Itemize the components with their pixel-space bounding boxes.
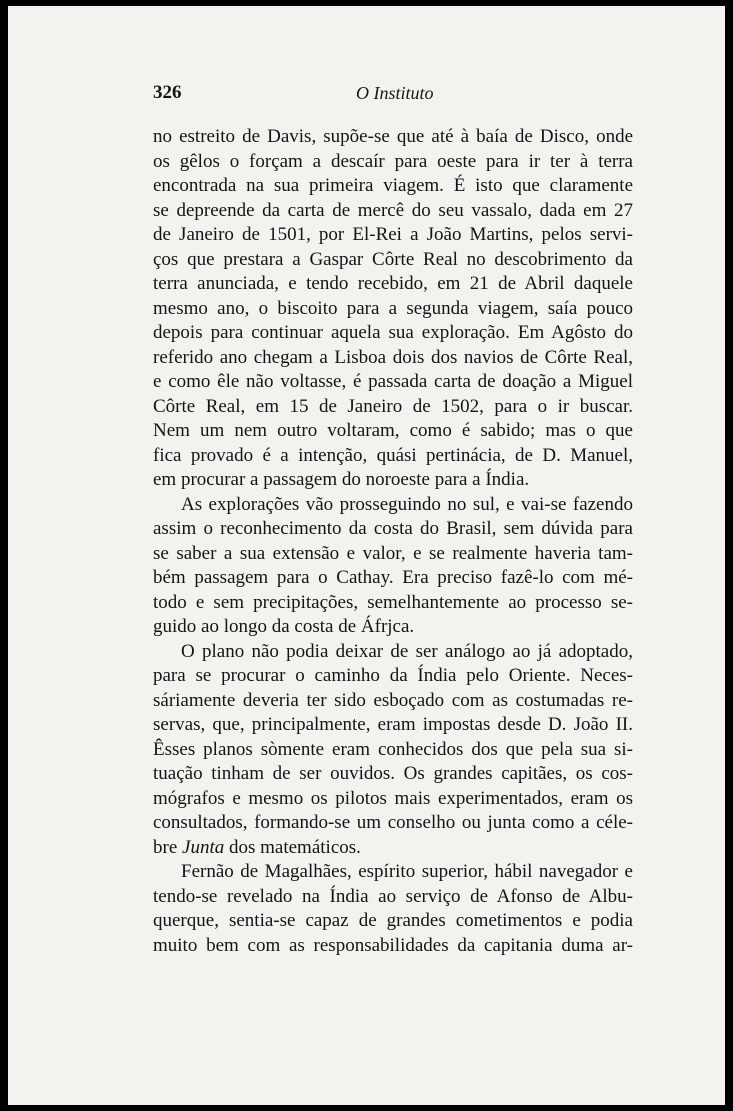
paragraph-3 — [153, 640, 633, 861]
text-line: para se procurar o caminho da Índia pelo Oriente. Neces- — [153, 665, 633, 686]
text-fragment: dos matemáticos. — [224, 836, 361, 858]
text-line: e como êle não voltasse, é passada carta de doação a Miguel — [153, 371, 633, 392]
text-line: Êsses planos sòmente eram conhecidos dos que pela sua si- — [153, 738, 633, 760]
text-line: mesmo ano, o biscoito para a segunda viagem, saía pouco — [153, 297, 633, 319]
text-line: sáriamente deveria ter sido esboçado com as costumadas re- — [153, 689, 633, 711]
text-line: assim o reconhecimento da costa do Brasil, sem dúvida para — [153, 518, 633, 539]
text-line: depois para continuar aquela sua exploração. Em Agôsto do — [153, 322, 633, 343]
paragraph-4 — [153, 860, 633, 958]
text-line: O plano não podia deixar de ser análogo ao já adoptado, — [181, 640, 633, 662]
text-fragment: bre — [153, 836, 183, 858]
text-line: Côrte Real, em 15 de Janeiro de 1502, para o ir buscar. — [153, 395, 633, 417]
paragraph-2 — [153, 493, 633, 640]
text-line: guido ao longo da costa de Áfrjca. — [153, 616, 415, 637]
paragraph-1 — [153, 125, 633, 493]
text-line: querque, sentia-se capaz de grandes cometimentos e podia — [153, 910, 633, 931]
text-line: se saber a sua extensão e valor, e se realmente haveria tam- — [153, 542, 633, 564]
text-line: mógrafos e mesmo os pilotos mais experimentados, eram os — [153, 787, 633, 809]
text-line: se depreende da carta de mercê do seu vassalo, dada em 27 — [153, 199, 633, 221]
text-line: de Janeiro de 1501, por El-Rei a João Martins, pelos servi- — [153, 224, 633, 245]
text-line: no estreito de Davis, supõe-se que até à baía de Disco, onde — [153, 126, 633, 147]
book-page — [8, 6, 725, 1105]
page-number: 326 — [153, 82, 182, 103]
text-line: Fernão de Magalhães, espírito superior, hábil navegador e — [181, 861, 633, 882]
text-line: ços que prestara a Gaspar Côrte Real no descobrimento da — [153, 248, 633, 270]
text-line: Nem um nem outro voltaram, como é sabido; mas o que — [153, 420, 633, 441]
text-line — [153, 836, 633, 861]
text-line: As explorações vão prosseguindo no sul, e vai-se fazendo — [181, 493, 633, 515]
running-head — [153, 82, 633, 108]
text-line: tuação tinham de ser ouvidos. Os grandes capitães, os cos- — [153, 763, 633, 784]
text-line: consultados, formando-se um conselho ou junta como a céle- — [153, 812, 633, 833]
emphasized-term: Junta — [182, 836, 225, 858]
text-line: os gêlos o forçam a descaír para oeste para ir ter à terra — [153, 150, 633, 172]
text-line: bém passagem para o Cathay. Era preciso fazê-lo com mé- — [153, 567, 633, 588]
body-text — [153, 125, 633, 958]
text-line: fica provado é a intenção, quási pertinácia, de D. Manuel, — [153, 444, 633, 466]
text-line: muito bem com as responsabilidades da capitania duma ar- — [153, 934, 633, 956]
text-line: servas, que, principalmente, eram impostas desde D. João II. — [153, 714, 633, 735]
journal-title: O Instituto — [356, 83, 434, 103]
text-line: referido ano chegam a Lisboa dois dos navios de Côrte Real, — [153, 346, 633, 368]
text-line: terra anunciada, e tendo recebido, em 21 de Abril daquele — [153, 273, 633, 294]
text-line: em procurar a passagem do noroeste para a Índia. — [153, 469, 530, 490]
text-line: tendo-se revelado na Índia ao serviço de Afonso de Albu- — [153, 885, 633, 907]
text-line: encontrada na sua primeira viagem. É isto que claramente — [153, 175, 633, 196]
text-line: todo e sem precipitações, semelhantemente ao processo se- — [153, 591, 633, 613]
